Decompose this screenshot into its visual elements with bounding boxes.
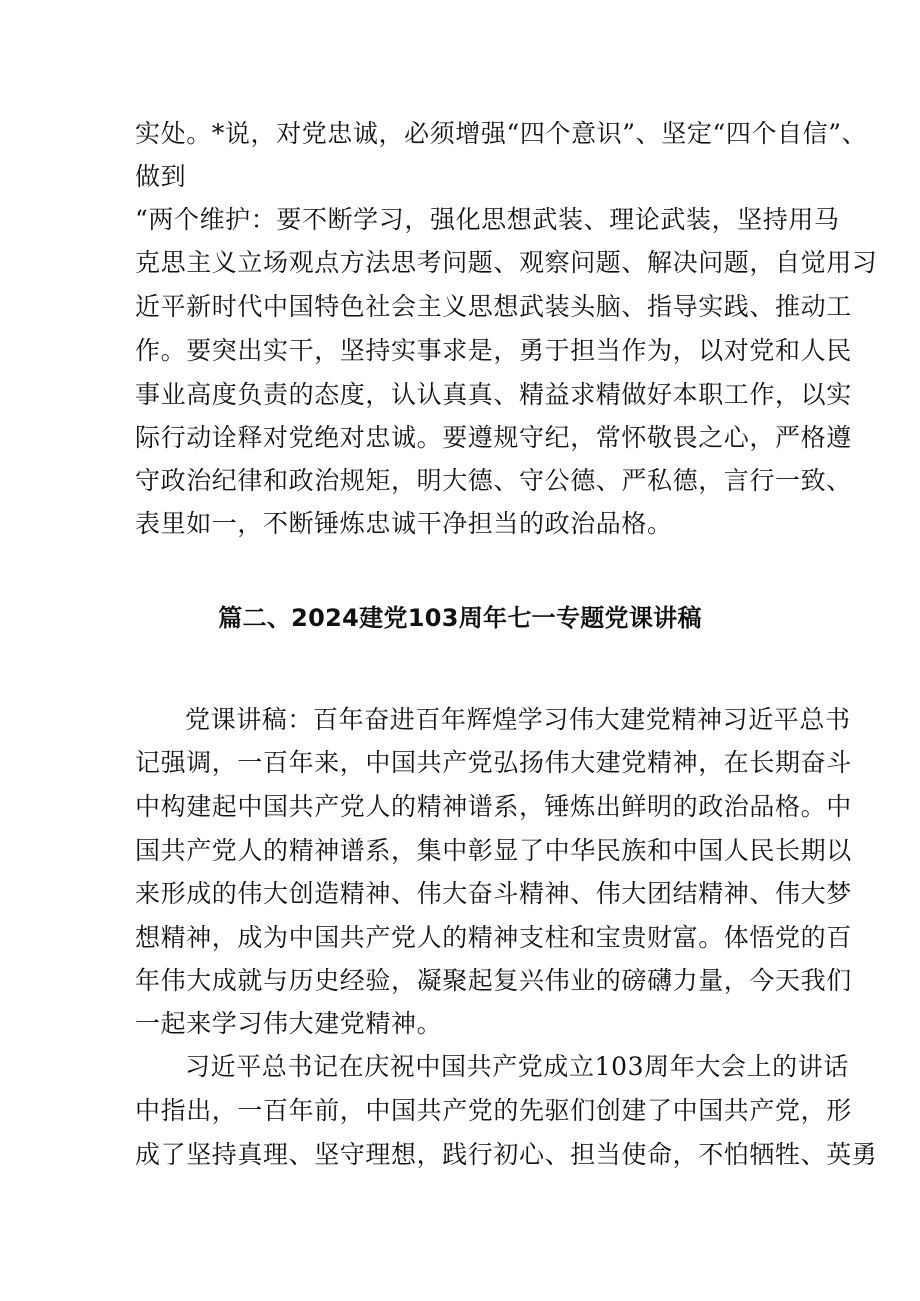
paragraph-line: 中指出，一百年前，中国共产党的先驱们创建了中国共产党，形 bbox=[135, 1096, 852, 1125]
section-heading: 篇二、2024建党103周年七一专题党课讲稿 bbox=[218, 604, 702, 632]
paragraph-line: 习近平总书记在庆祝中国共产党成立103周年大会上的讲话 bbox=[185, 1052, 849, 1081]
paragraph-line: 际行动诠释对党绝对忠诚。要遵规守纪，常怀敬畏之心，严格遵 bbox=[135, 423, 852, 452]
paragraph-line: 中构建起中国共产党人的精神谱系，锤炼出鲜明的政治品格。中 bbox=[135, 792, 852, 821]
paragraph-line: 党课讲稿：百年奋进百年辉煌学习伟大建党精神习近平总书 bbox=[185, 705, 851, 734]
paragraph-line: 年伟大成就与历史经验，凝聚起复兴伟业的磅礴力量，今天我们 bbox=[135, 966, 852, 995]
paragraph-line: 国共产党人的精神谱系，集中彰显了中华民族和中国人民长期以 bbox=[135, 836, 852, 865]
paragraph-line: 来形成的伟大创造精神、伟大奋斗精神、伟大团结精神、伟大梦 bbox=[135, 879, 852, 908]
paragraph-line: 事业高度负责的态度，认认真真、精益求精做好本职工作，以实 bbox=[135, 380, 852, 409]
paragraph-line: 记强调，一百年来，中国共产党弘扬伟大建党精神，在长期奋斗 bbox=[135, 748, 852, 777]
paragraph-line: 实处。*说，对党忠诚，必须增强“四个意识”、坚定“四个自信”、 bbox=[135, 119, 868, 148]
paragraph-line: 近平新时代中国特色社会主义思想武装头脑、指导实践、推动工 bbox=[135, 292, 852, 321]
paragraph-line: 表里如一，不断锤炼忠诚干净担当的政治品格。 bbox=[135, 509, 673, 538]
paragraph-line: 作。要突出实干，坚持实事求是，勇于担当作为，以对党和人民 bbox=[135, 336, 852, 365]
paragraph-line: 守政治纪律和政治规矩，明大德、守公德、严私德，言行一致、 bbox=[135, 466, 852, 495]
paragraph-line: 一起来学习伟大建党精神。 bbox=[135, 1009, 443, 1038]
paragraph-line: 克思主义立场观点方法思考问题、观察问题、解决问题，自觉用习 bbox=[135, 248, 878, 277]
paragraph-line: “两个维护：要不断学习，强化思想武装、理论武装，坚持用马 bbox=[135, 205, 840, 234]
paragraph-line: 成了坚持真理、坚守理想，践行初心、担当使命，不怕牺牲、英勇 bbox=[135, 1140, 878, 1169]
paragraph-line: 做到 bbox=[135, 162, 187, 191]
paragraph-line: 想精神，成为中国共产党人的精神支柱和宝贵财富。体悟党的百 bbox=[135, 923, 852, 952]
